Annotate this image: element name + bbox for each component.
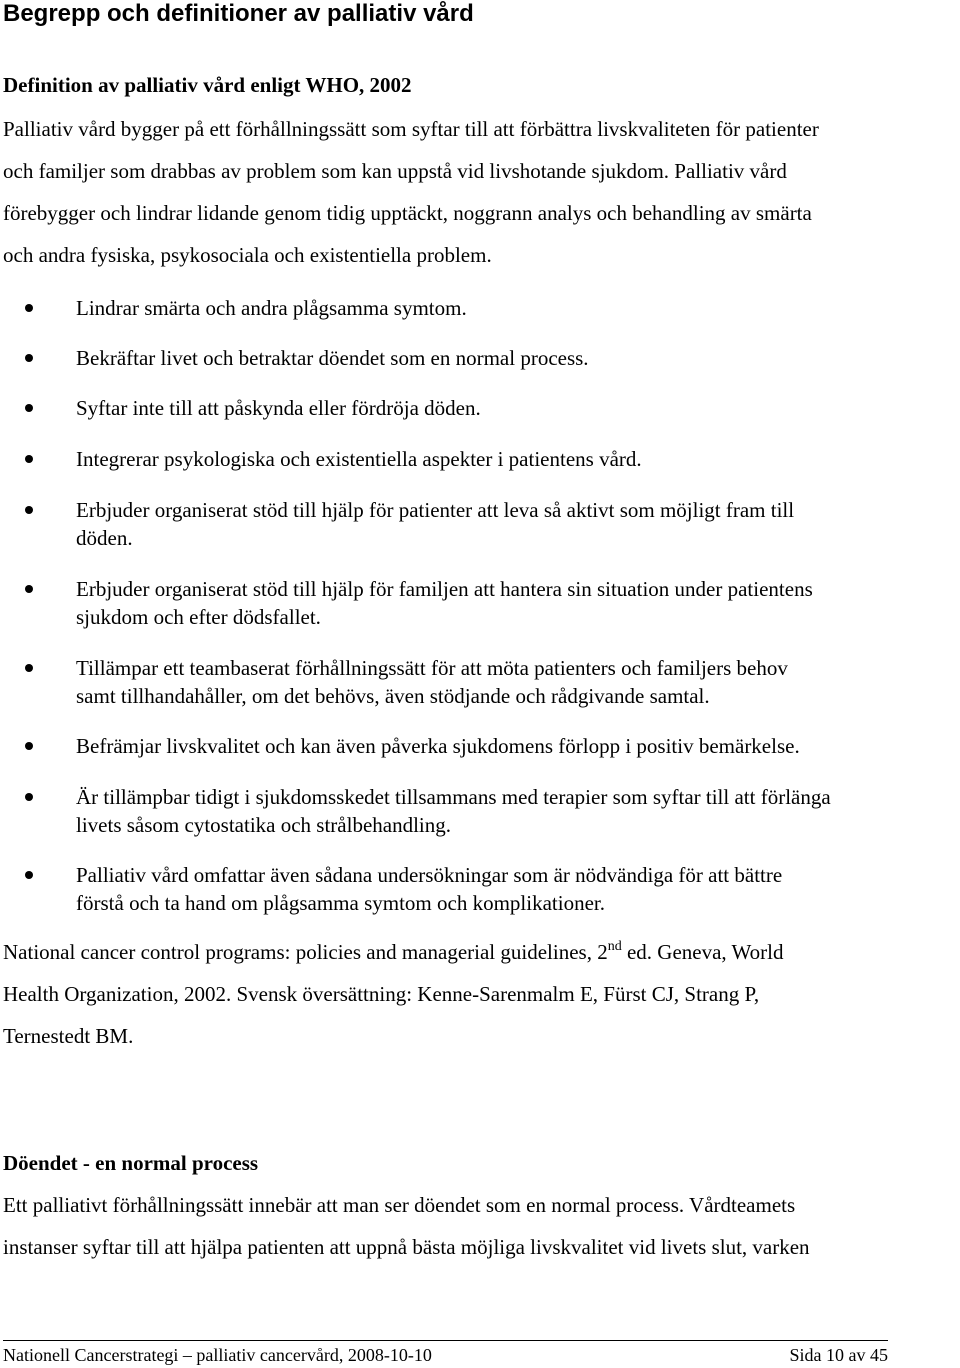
who-reference: [3, 931, 958, 1057]
bullet-icon: [25, 455, 33, 463]
list-item-text: Integrerar psykologiska och existentiella aspekter i patientens vård.: [76, 447, 642, 471]
bullet-icon: [25, 585, 33, 593]
intro-line: förebygger och lindrar lidande genom tidig upptäckt, noggrann analys och behandling av smärta: [3, 201, 812, 225]
list-item-text: Palliativ vård omfattar även sådana undersökningar som är nödvändiga för att bättre förstå och ta hand om plågsamma symtom och komplikationer.: [76, 863, 783, 915]
reference-line: National cancer control programs: policies and managerial guidelines, 2nd ed. Geneva, World: [3, 939, 784, 964]
bullet-icon: [25, 354, 33, 362]
list-item-text: Lindrar smärta och andra plågsamma symtom.: [76, 296, 467, 320]
page-title: Begrepp och definitioner av palliativ vård: [3, 0, 474, 27]
normal-process-paragraph: [3, 1184, 958, 1268]
superscript: nd: [607, 939, 622, 954]
bullet-icon: [25, 506, 33, 514]
page-footer: [3, 1340, 888, 1366]
bullet-icon: [25, 793, 33, 801]
list-item-text: Bekräftar livet och betraktar döendet som en normal process.: [76, 346, 589, 370]
paragraph-line: instanser syftar till att hjälpa patienten att uppnå bästa möjliga livskvalitet vid livets slut, varken: [3, 1235, 810, 1259]
page-number: Sida 10 av 45: [789, 1345, 888, 1365]
list-item-text: Befrämjar livskvalitet och kan även påverka sjukdomens förlopp i positiv bemärkelse.: [76, 734, 800, 758]
bullet-icon: [25, 742, 33, 750]
bullet-icon: [25, 304, 33, 312]
footer-divider: [3, 1340, 888, 1341]
normal-process-heading: Döendet - en normal process: [3, 1151, 259, 1175]
paragraph-line: Ett palliativt förhållningssätt innebär att man ser döendet som en normal process. Vårdteamets: [3, 1193, 796, 1217]
bullet-icon: [25, 664, 33, 672]
list-item-text: Tillämpar ett teambaserat förhållningssätt för att möta patienters och familjers behov samt tillhandahåller, om det behövs, även stödjande och rådgivande samtal.: [76, 656, 788, 708]
reference-line: Ternestedt BM.: [3, 1024, 134, 1048]
bullet-icon: [25, 871, 33, 879]
who-definition-heading: Definition av palliativ vård enligt WHO, 2002: [3, 73, 412, 97]
list-item-text: Erbjuder organiserat stöd till hjälp för familjen att hantera sin situation under patientens sjukdom och efter dödsfallet.: [76, 577, 813, 629]
intro-line: och familjer som drabbas av problem som kan uppstå vid livshotande sjukdom. Palliativ vård: [3, 159, 787, 183]
bullet-icon: [25, 404, 33, 412]
list-item-text: Syftar inte till att påskynda eller fördröja döden.: [76, 396, 481, 420]
intro-line: och andra fysiska, psykosociala och existentiella problem.: [3, 243, 492, 267]
list-item-text: Är tillämpbar tidigt i sjukdomsskedet tillsammans med terapier som syftar till att förlänga livets såsom cytostatika och strålbehandling.: [76, 785, 831, 837]
footer-document-info: Nationell Cancerstrategi – palliativ cancervård, 2008-10-10: [3, 1345, 432, 1365]
reference-line: Health Organization, 2002. Svensk översättning: Kenne-Sarenmalm E, Fürst CJ, Strang P,: [3, 982, 760, 1006]
who-definition-intro: [3, 108, 958, 276]
intro-line: Palliativ vård bygger på ett förhållningssätt som syftar till att förbättra livskvaliteten för patienter: [3, 117, 819, 141]
list-item-text: Erbjuder organiserat stöd till hjälp för patienter att leva så aktivt som möjligt fram till döden.: [76, 498, 795, 550]
